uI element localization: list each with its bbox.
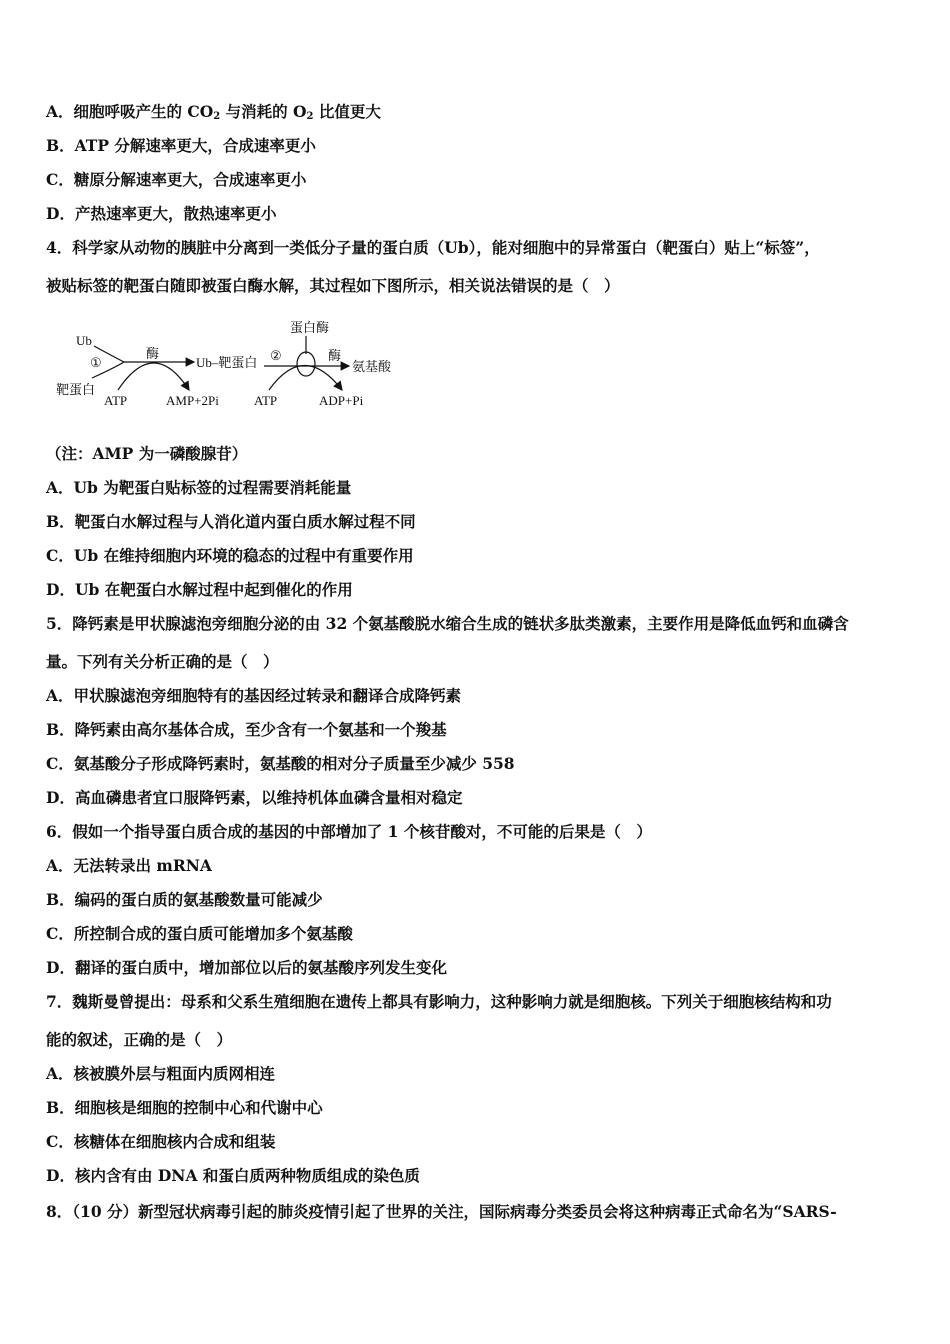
q3-option-c: C．糖原分解速率更大，合成速率更小 <box>46 170 307 189</box>
ubiquitin-process-diagram <box>54 316 414 416</box>
label-ub-target-complex: Ub–靶蛋白 <box>196 355 258 370</box>
q7-stem-line1: 7．魏斯曼曾提出：母系和父系生殖细胞在遗传上都具有影响力，这种影响力就是细胞核。下列关于细胞核结构和功 <box>46 992 832 1011</box>
q4-stem-line2: 被贴标签的靶蛋白随即被蛋白酶水解，其过程如下图所示，相关说法错误的是（ ） <box>46 276 620 295</box>
label-step2: ② <box>270 348 282 363</box>
q3-option-b: B．ATP 分解速率更大，合成速率更小 <box>46 136 316 155</box>
q4-option-c: C．Ub 在维持细胞内环境的稳态的过程中有重要作用 <box>46 546 414 565</box>
label-adp: ADP+Pi <box>319 393 364 408</box>
q3-option-d: D．产热速率更大，散热速率更小 <box>46 204 277 223</box>
q4-stem-line1: 4．科学家从动物的胰脏中分离到一类低分子量的蛋白质（Ub），能对细胞中的异常蛋白（靶蛋白）贴上“标签”， <box>46 238 820 257</box>
q7-option-a: A．核被膜外层与粗面内质网相连 <box>46 1064 276 1083</box>
q4-option-a: A．Ub 为靶蛋白贴标签的过程需要消耗能量 <box>46 478 352 497</box>
q3-option-a: A．细胞呼吸产生的 $CO_2$ 与消耗的 $O_2$ 比值更大 <box>46 102 381 122</box>
q5-option-b: B．降钙素由高尔基体合成，至少含有一个氨基和一个羧基 <box>46 720 447 739</box>
q7-option-b: B．细胞核是细胞的控制中心和代谢中心 <box>46 1098 323 1117</box>
label-enzyme2: 酶 <box>328 348 342 363</box>
label-atp1: ATP <box>104 393 128 408</box>
label-amp: AMP+2Pi <box>166 393 219 408</box>
q5-option-a: A．甲状腺滤泡旁细胞特有的基因经过转录和翻译合成降钙素 <box>46 686 462 705</box>
q4-option-d: D．Ub 在靶蛋白水解过程中起到催化的作用 <box>46 580 353 599</box>
q8-stem-line1: 8．（10 分）新型冠状病毒引起的肺炎疫情引起了世界的关注，国际病毒分类委员会将这种病毒正式命名为“SARS- <box>46 1202 837 1221</box>
q4-note: （注：AMP 为一磷酸腺苷） <box>46 444 248 463</box>
q7-stem-line2: 能的叙述，正确的是（ ） <box>46 1030 233 1049</box>
q5-option-d: D．高血磷患者宜口服降钙素，以维持机体血磷含量相对稳定 <box>46 788 463 807</box>
protease-ellipse <box>297 352 315 376</box>
label-amino-acid: 氨基酸 <box>352 359 392 374</box>
q4-option-b: B．靶蛋白水解过程与人消化道内蛋白质水解过程不同 <box>46 512 416 531</box>
q6-option-b: B．编码的蛋白质的氨基酸数量可能减少 <box>46 890 323 909</box>
q7-option-d: D．核内含有由 DNA 和蛋白质两种物质组成的染色质 <box>46 1166 420 1185</box>
q6-stem: 6．假如一个指导蛋白质合成的基因的中部增加了 1 个核苷酸对，不可能的后果是（ ） <box>46 822 652 841</box>
label-enzyme1: 酶 <box>146 346 160 361</box>
q5-stem-line2: 量。下列有关分析正确的是（ ） <box>46 652 279 671</box>
label-target-protein: 靶蛋白 <box>56 382 96 397</box>
q5-stem-line1: 5．降钙素是甲状腺滤泡旁细胞分泌的由 32 个氨基酸脱水缩合生成的链状多肽类激素，主要作用是降低血钙和血磷含 <box>46 614 849 633</box>
atp-amp-curve <box>118 363 189 390</box>
q7-option-c: C．核糖体在细胞核内合成和组装 <box>46 1132 276 1151</box>
label-protease: 蛋白酶 <box>290 320 330 335</box>
q5-option-c: C．氨基酸分子形成降钙素时，氨基酸的相对分子质量至少减少 558 <box>46 754 515 773</box>
q6-option-a: A．无法转录出 mRNA <box>46 856 212 875</box>
atp-adp-curve <box>269 366 342 391</box>
label-atp2: ATP <box>254 393 278 408</box>
q6-option-c: C．所控制合成的蛋白质可能增加多个氨基酸 <box>46 924 353 943</box>
label-step1: ① <box>90 355 102 370</box>
q6-option-d: D．翻译的蛋白质中，增加部位以后的氨基酸序列发生变化 <box>46 958 447 977</box>
label-ub: Ub <box>76 333 92 348</box>
